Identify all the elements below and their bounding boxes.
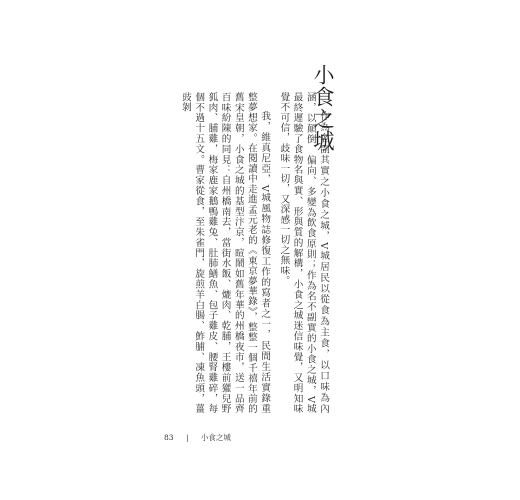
- page-number: 83: [164, 433, 174, 442]
- page-footer: [164, 432, 231, 443]
- paragraph-1: 作為名副其實之小食之城，V城居民以從食為主食，以口味為內涵，以顛倒、偏向、多變為飲食原則；作為名不副實的小食之城，V城最終遲驗了食物名與實、形與質的解構，小食之城迷信味覺，又明知味覺不可信，歧味一切，又深感一切之無味。: [278, 92, 329, 414]
- footer-separator: |: [185, 433, 189, 442]
- running-title: 小食之城: [200, 433, 231, 442]
- page-title: 小食之城: [310, 64, 335, 152]
- body-text: [179, 92, 330, 414]
- paragraph-2: 我，維真尼亞，V城風物誌修復工作的寫者之一，民間生活實錄重整夢想家。在閱讀中走進孟元老的《東京夢華錄》，整整一個千禧年前的舊宋皇朝，小食之城的基型汴京，暄鬧如舊年華的州橋夜市，送一品齊百味紛陳的同見：自州橋南去，當街水飯、熝肉、乾脯，王樓前獾兒野狐肉、脯雞，梅家鹿家鵝鴨雞兔、肚肺鱔魚、包子雞皮、腰腎雞碎，每個不過十五文。曹家從食，至朱雀門，旋煎羊白腸、鮓脯、凍魚頭，薑豉剝: [179, 92, 271, 414]
